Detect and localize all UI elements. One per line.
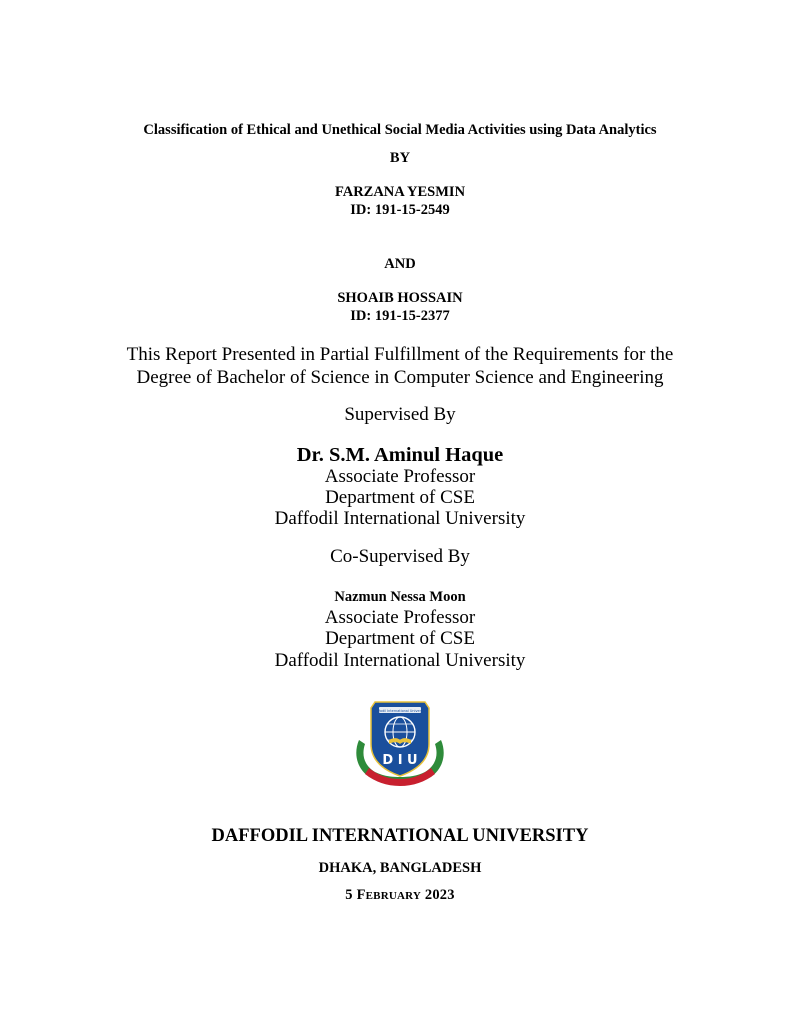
author-1-name: FARZANA YESMIN (334, 184, 466, 200)
by-label: BY (389, 150, 411, 166)
location: DHAKA, BANGLADESH (318, 860, 482, 876)
author-1-id: ID: 191-15-2549 (350, 202, 450, 218)
report-statement-line-1: This Report Presented in Partial Fulfillment of the Requirements for the (126, 344, 674, 365)
date-month: FEBRUARY (356, 887, 422, 903)
co-supervisor-title: Associate Professor (324, 607, 476, 628)
author-2-id: ID: 191-15-2377 (350, 308, 450, 324)
author-2-name: SHOAIB HOSSAIN (337, 290, 463, 306)
co-supervisor-university: Daffodil International University (274, 650, 526, 671)
supervisor-university: Daffodil International University (274, 508, 526, 529)
supervised-by-heading: Supervised By (344, 404, 456, 425)
co-supervisor-department: Department of CSE (325, 628, 475, 649)
date-year: 2023 (424, 887, 455, 903)
thesis-title: Classification of Ethical and Unethical Social Media Activities using Data Analytics (143, 122, 657, 138)
co-supervised-by-heading: Co-Supervised By (330, 546, 470, 567)
supervisor-name: Dr. S.M. Aminul Haque (296, 444, 504, 466)
date-day: 5 (345, 887, 353, 903)
and-label: AND (384, 256, 416, 272)
submission-date (0, 887, 800, 904)
report-statement-line-2: Degree of Bachelor of Science in Computer Science and Engineering (136, 367, 664, 388)
supervisor-title: Associate Professor (324, 466, 476, 487)
co-supervisor-name: Nazmun Nessa Moon (334, 589, 466, 605)
logo-letters: D I U (382, 753, 418, 768)
institution-name: DAFFODIL INTERNATIONAL UNIVERSITY (211, 826, 589, 846)
university-logo (349, 694, 451, 788)
supervisor-department: Department of CSE (325, 487, 475, 508)
logo-banner-text: Daffodil International University (372, 708, 428, 713)
